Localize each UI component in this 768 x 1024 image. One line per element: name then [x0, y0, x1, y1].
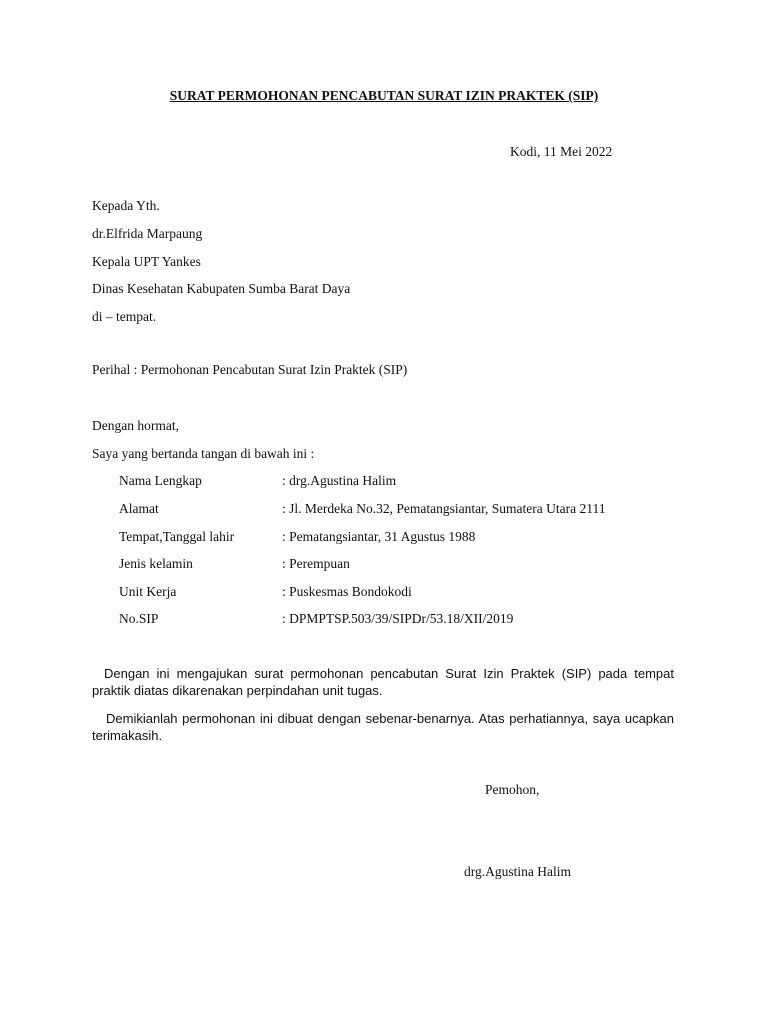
detail-value: : Perempuan: [282, 556, 350, 571]
detail-row-name: [119, 473, 699, 491]
recipient-name: dr.Elfrida Marpaung: [92, 226, 203, 241]
place-date: Kodi, 11 Mei 2022: [510, 144, 613, 159]
detail-row-unit: [119, 584, 699, 602]
signer-name: drg.Agustina Halim: [464, 864, 571, 879]
detail-value: : Puskesmas Bondokodi: [282, 584, 412, 599]
body-paragraph: Demikianlah permohonan ini dibuat dengan sebenar-benarnya. Atas perhatiannya, saya ucapkan terimakasih.: [92, 711, 674, 743]
closing: Pemohon,: [485, 782, 540, 797]
detail-row-address: [119, 501, 699, 519]
recipient-salutation: Kepada Yth.: [92, 198, 160, 213]
detail-label: Unit Kerja: [119, 584, 177, 599]
detail-row-gender: [119, 556, 699, 574]
greeting: Dengan hormat,: [92, 418, 179, 433]
detail-label: No.SIP: [119, 611, 159, 626]
detail-label: Alamat: [119, 501, 159, 516]
detail-value: : drg.Agustina Halim: [282, 473, 397, 488]
detail-row-sip: [119, 611, 699, 629]
recipient-position: Kepala UPT Yankes: [92, 254, 201, 269]
detail-value: : Pematangsiantar, 31 Agustus 1988: [282, 529, 476, 544]
detail-row-birth: [119, 529, 699, 547]
recipient-department: Dinas Kesehatan Kabupaten Sumba Barat Daya: [92, 281, 351, 296]
letter-subject: Perihal : Permohonan Pencabutan Surat Izin Praktek (SIP): [92, 362, 408, 377]
detail-value: : DPMPTSP.503/39/SIPDr/53.18/XII/2019: [282, 611, 514, 626]
intro-text: Saya yang bertanda tangan di bawah ini :: [92, 446, 315, 461]
body-paragraph: Dengan ini mengajukan surat permohonan pencabutan Surat Izin Praktek (SIP) pada tempat praktik diatas dikarenakan perpindahan unit tugas.: [92, 666, 674, 698]
recipient-place: di – tempat.: [92, 309, 157, 324]
detail-label: Jenis kelamin: [119, 556, 193, 571]
detail-label: Tempat,Tanggal lahir: [119, 529, 235, 544]
detail-label: Nama Lengkap: [119, 473, 202, 488]
detail-value: : Jl. Merdeka No.32, Pematangsiantar, Sumatera Utara 2111: [282, 501, 606, 516]
letter-title: SURAT PERMOHONAN PENCABUTAN SURAT IZIN PRAKTEK (SIP): [169, 88, 599, 103]
